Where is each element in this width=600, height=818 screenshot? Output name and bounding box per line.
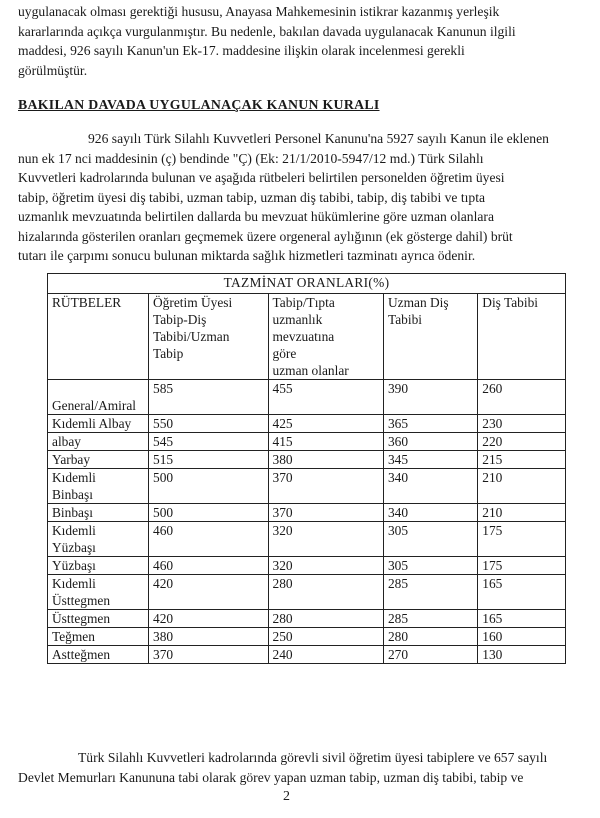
rank-label: Üsttegmen [52, 593, 111, 608]
table-row [48, 504, 566, 522]
rank-label: Yarbay [52, 452, 91, 467]
rank-label: Kıdemli [52, 470, 96, 485]
intro-paragraph [18, 2, 584, 80]
column-header [383, 294, 477, 380]
table-header-row [48, 294, 566, 380]
rate-cell: 550 [149, 415, 269, 433]
rank-cell [48, 646, 149, 664]
table-row [48, 575, 566, 610]
text-line: kararlarında açıkça vurgulanmıştır. Bu nedenle, bakılan davada uygulanacak Kanunun ilgili [18, 23, 516, 39]
rate-cell: 340 [383, 469, 477, 504]
rate-cell: 515 [149, 451, 269, 469]
rate-cell: 370 [268, 504, 383, 522]
rate-cell: 220 [478, 433, 566, 451]
rate-cell: 260 [478, 380, 566, 415]
rank-label: Astteğmen [52, 647, 111, 662]
rate-cell: 130 [478, 646, 566, 664]
rate-cell: 340 [383, 504, 477, 522]
column-header-line: Tabibi [387, 312, 422, 327]
rate-cell: 415 [268, 433, 383, 451]
rank-cell [48, 557, 149, 575]
rank-label: Teğmen [52, 629, 95, 644]
rate-cell: 345 [383, 451, 477, 469]
rate-cell: 390 [383, 380, 477, 415]
column-header-line: Uzman Diş [387, 295, 449, 310]
rate-cell: 425 [268, 415, 383, 433]
rate-cell: 370 [268, 469, 383, 504]
rank-cell [48, 451, 149, 469]
rate-cell: 500 [149, 469, 269, 504]
rate-cell: 280 [383, 628, 477, 646]
table-row [48, 628, 566, 646]
column-header-line: Tabibi/Uzman [153, 329, 230, 344]
table-row [48, 522, 566, 557]
rank-label: Binbaşı [52, 487, 93, 502]
rank-label: Kıdemli [52, 523, 96, 538]
rank-label: General/Amiral [52, 398, 137, 413]
rate-cell: 365 [383, 415, 477, 433]
page-number: 2 [283, 789, 290, 804]
rate-cell: 305 [383, 557, 477, 575]
text-line: 926 sayılı Türk Silahlı Kuvvetleri Personel Kanunu'na 5927 sayılı Kanun ile eklenen [88, 131, 549, 146]
column-header [478, 294, 566, 380]
column-header-line: mevzuatına [272, 329, 335, 344]
column-header-line: Öğretim Üyesi [153, 295, 233, 310]
rate-cell: 500 [149, 504, 269, 522]
table-row [48, 646, 566, 664]
text-line: maddesi, 926 sayılı Kanun'un Ek-17. maddesine ilişkin olarak incelenmesi gerekli [18, 43, 465, 58]
rate-cell: 370 [149, 646, 269, 664]
section-heading: BAKILAN DAVADA UYGULANAÇAK KANUN KURALI [18, 97, 380, 112]
column-header-line: Tabip-Diş [153, 312, 207, 327]
compensation-rates-table [47, 273, 566, 664]
rate-cell: 380 [268, 451, 383, 469]
column-header-line: uzman olanlar [272, 363, 349, 378]
rank-cell [48, 628, 149, 646]
rate-cell: 285 [383, 575, 477, 610]
rate-cell: 360 [383, 433, 477, 451]
rate-cell: 455 [268, 380, 383, 415]
rate-cell: 280 [268, 575, 383, 610]
rate-cell: 460 [149, 522, 269, 557]
text-line: Kuvvetleri kadrolarında bulunan ve aşağıda rütbeleri belirtilen personelden öğretim üyesi [18, 170, 505, 185]
text-line: Türk Silahlı Kuvvetleri kadrolarında görevli sivil öğretim üyesi tabiplere ve 657 sayılı [78, 750, 548, 765]
rank-cell [48, 380, 149, 415]
rate-cell: 380 [149, 628, 269, 646]
rate-cell: 165 [478, 575, 566, 610]
rank-cell [48, 522, 149, 557]
text-line: tutarı ile çarpımı sonucu bulunan miktarda sağlık hizmetleri tazminatı ayrıca ödenir. [18, 248, 476, 263]
rank-label: Binbaşı [52, 505, 93, 520]
closing-paragraph [18, 748, 584, 787]
rate-cell: 280 [268, 610, 383, 628]
rate-cell: 240 [268, 646, 383, 664]
rate-cell: 270 [383, 646, 477, 664]
rate-cell: 175 [478, 522, 566, 557]
table-row [48, 469, 566, 504]
text-line: hizalarında gösterilen oranları geçmemek üzere orgeneral aylığının (ek gösterge dahil) brüt [18, 228, 513, 244]
column-header [149, 294, 269, 380]
rate-cell: 215 [478, 451, 566, 469]
column-header-line: Tabip [153, 346, 184, 361]
rate-cell: 175 [478, 557, 566, 575]
column-header-line: göre [272, 346, 297, 361]
rate-cell: 420 [149, 610, 269, 628]
rank-label: Kıdemli [52, 576, 96, 591]
rank-cell [48, 504, 149, 522]
rank-cell [48, 415, 149, 433]
table-row [48, 451, 566, 469]
rate-cell: 210 [478, 469, 566, 504]
column-header [48, 294, 149, 380]
column-header-line: Diş Tabibi [482, 295, 539, 310]
text-line: uzmanlık mevzuatında belirtilen dallarda bu mevzuat hükümlerine göre uzman olanlara [18, 209, 494, 224]
rank-label: Yüzbaşı [52, 540, 96, 555]
rate-cell: 420 [149, 575, 269, 610]
rate-cell: 585 [149, 380, 269, 415]
rate-cell: 210 [478, 504, 566, 522]
rate-cell: 320 [268, 522, 383, 557]
rank-label: Kıdemli Albay [52, 416, 132, 431]
rate-cell: 165 [478, 610, 566, 628]
text-line: nun ek 17 nci maddesinin (ç) bendinde "Ç) (Ek: 21/1/2010-5947/12 md.) Türk Silahlı [18, 150, 484, 166]
rank-cell [48, 575, 149, 610]
rank-cell [48, 433, 149, 451]
rank-cell [48, 469, 149, 504]
rate-cell: 230 [478, 415, 566, 433]
column-header-line: RÜTBELER [52, 295, 122, 310]
rate-cell: 545 [149, 433, 269, 451]
rate-cell: 285 [383, 610, 477, 628]
rate-cell: 460 [149, 557, 269, 575]
text-line: Devlet Memurları Kanununa tabi olarak görev yapan uzman tabip, uzman diş tabibi, tabip ve [18, 769, 524, 785]
table-row [48, 557, 566, 575]
text-line: görülmüştür. [18, 62, 88, 78]
rate-cell: 250 [268, 628, 383, 646]
rank-cell [48, 610, 149, 628]
column-header-line: uzmanlık [272, 312, 323, 327]
rank-label: Yüzbaşı [52, 558, 96, 573]
rate-cell: 305 [383, 522, 477, 557]
rate-cell: 160 [478, 628, 566, 646]
table-row [48, 433, 566, 451]
rank-label: Üsttegmen [52, 611, 111, 626]
column-header-line: Tabip/Tıpta [272, 295, 335, 310]
table-row [48, 380, 566, 415]
body-paragraph [18, 129, 584, 266]
table-row [48, 610, 566, 628]
text-line: uygulanacak olması gerektiği hususu, Anayasa Mahkemesinin istikrar kazanmış yerleşik [18, 4, 500, 19]
table-row [48, 415, 566, 433]
table-caption: TAZMİNAT ORANLARI(%) [48, 274, 566, 294]
rate-cell: 320 [268, 557, 383, 575]
column-header [268, 294, 383, 380]
rank-label: albay [52, 434, 81, 449]
text-line: tabip, öğretim üyesi diş tabibi, uzman tabip, uzman diş tabibi, tabip, diş tabibi ve tıpta [18, 189, 486, 205]
table-body [48, 380, 566, 664]
